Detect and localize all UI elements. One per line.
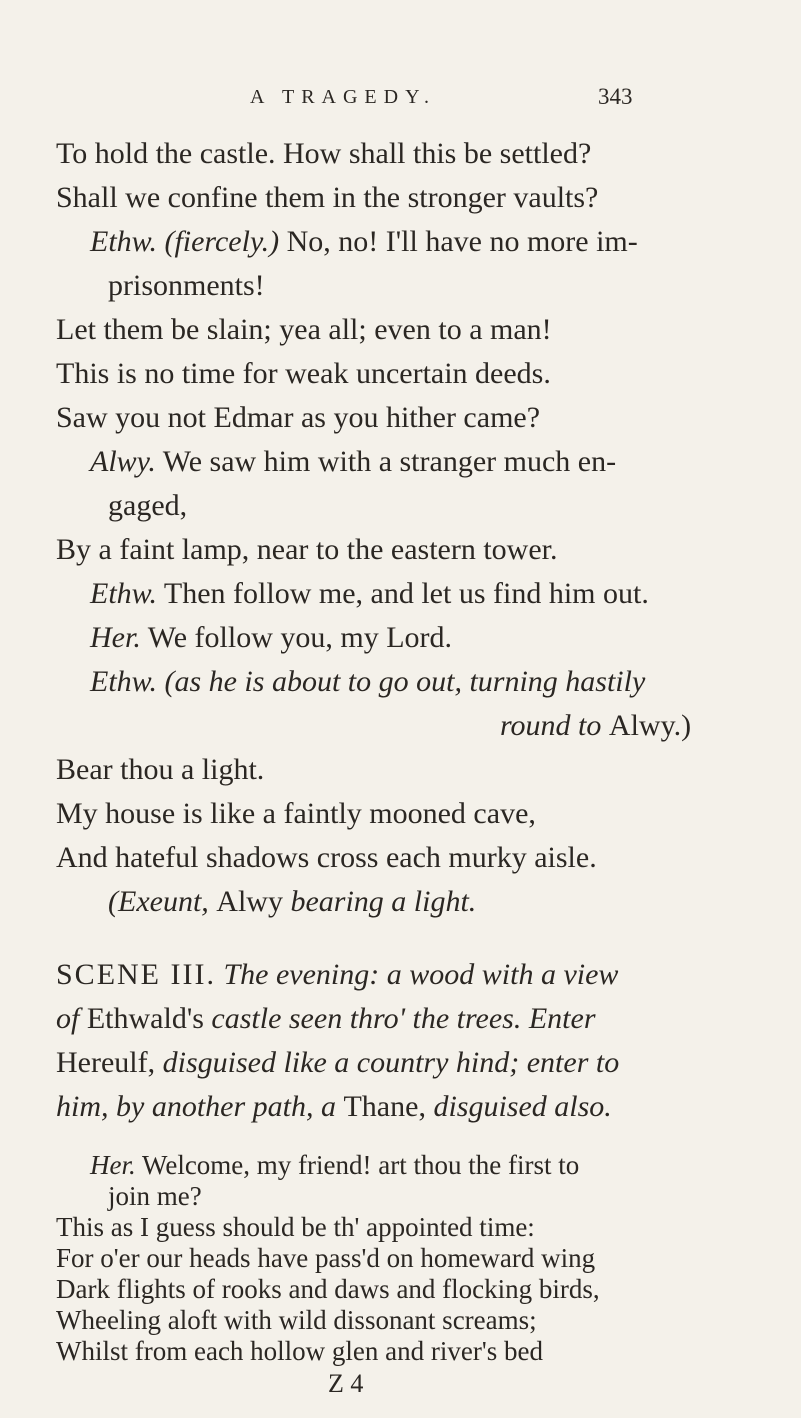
speech-line: Alwy. We saw him with a stranger much en- (90, 445, 617, 478)
verse-line: Bear thou a light. (56, 753, 265, 786)
verse-line: Saw you not Edmar as you hither came? (56, 401, 541, 434)
speech-line (90, 664, 645, 700)
verse-line: Whilst from each hollow glen and river's bed (56, 1336, 543, 1366)
verse-line: gaged, (108, 489, 188, 522)
speaker-name: Ethw. (90, 665, 157, 698)
speaker-name: Her. (90, 621, 141, 654)
speaker-name: Her. (90, 1150, 136, 1180)
stage-direction-line: Hereulf, disguised like a country hind; enter to (56, 1046, 620, 1079)
verse-line: And hateful shadows cross each murky aisle. (56, 841, 597, 874)
verse-line: To hold the castle. How shall this be settled? (56, 137, 592, 170)
speech-line: Ethw. Then follow me, and let us find him out. (90, 577, 649, 610)
verse-line: Dark flights of rooks and daws and flocking birds, (56, 1274, 600, 1304)
verse-line: Wheeling aloft with wild dissonant screams; (56, 1305, 537, 1335)
speech-line: Her. Welcome, my friend! art thou the first to (90, 1150, 580, 1180)
scene-number: SCENE III. (56, 958, 216, 991)
page-number: 343 (598, 84, 633, 109)
verse-line: By a faint lamp, near to the eastern tower. (56, 533, 558, 566)
page-header (0, 78, 801, 128)
running-title: A TRAGEDY. (250, 86, 436, 108)
stage-direction-line: round to Alwy.) (500, 709, 692, 742)
stage-direction-line: of Ethwald's castle seen thro' the trees. Enter (56, 1002, 596, 1035)
verse-line: My house is like a faintly mooned cave, (56, 797, 536, 830)
speaker-name: Ethw. (90, 577, 157, 610)
verse-line: prisonments! (108, 269, 265, 302)
stage-direction: (as he is about to go out, turning hastily (164, 665, 646, 698)
signature-mark: Z 4 (328, 1369, 364, 1398)
verse-line: This is no time for weak uncertain deeds. (56, 357, 551, 390)
speaker-name: Alwy. (90, 445, 156, 478)
speech-line: Her. We follow you, my Lord. (90, 621, 453, 654)
stage-direction: (fiercely.) (164, 225, 280, 258)
scene-heading: SCENE III. The evening: a wood with a view (56, 958, 619, 991)
speech-line: Ethw. (fiercely.) No, no! I'll have no more im- (90, 225, 638, 258)
verse-line: Let them be slain; yea all; even to a man! (56, 313, 552, 346)
verse-line: For o'er our heads have pass'd on homeward wing (56, 1243, 596, 1273)
verse-line: join me? (108, 1181, 202, 1211)
verse-line: Shall we confine them in the stronger vaults? (56, 181, 599, 214)
stage-direction-line: him, by another path, a Thane, disguised also. (56, 1090, 612, 1123)
speaker-name: Ethw. (90, 225, 157, 258)
stage-direction-line: (Exeunt, Alwy bearing a light. (108, 885, 477, 918)
verse-line: This as I guess should be th' appointed time: (56, 1212, 535, 1242)
